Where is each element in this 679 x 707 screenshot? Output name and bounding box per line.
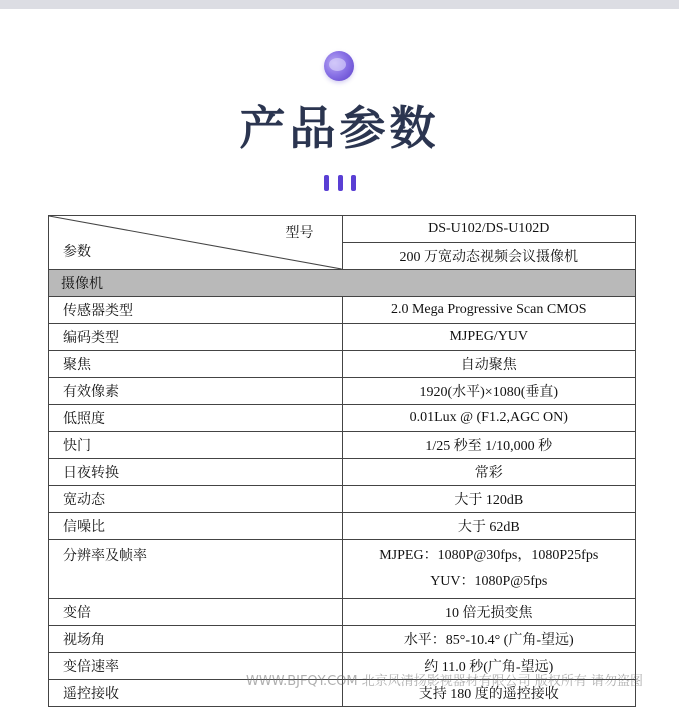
resolution-value [342,540,636,599]
row-value: 约 11.0 秒(广角-望远) [342,653,636,680]
top-bar [0,0,679,9]
decorative-orb-icon [324,51,354,81]
row-label: 遥控接收 [49,680,343,707]
row-label: 宽动态 [49,486,343,513]
row-value: 水平：85°-10.4° (广角-望远) [342,626,636,653]
desc-value: 200 万宽动态视频会议摄像机 [342,243,636,270]
row-label: 有效像素 [49,378,343,405]
table-row [49,626,636,653]
table-row [49,297,636,324]
row-value: MJPEG/YUV [342,324,636,351]
row-label: 日夜转换 [49,459,343,486]
table-row [49,486,636,513]
row-value: 1920(水平)×1080(垂直) [342,378,636,405]
section-title: 摄像机 [49,270,636,297]
spec-table [48,215,636,707]
resolution-line: YUV：1080P@5fps [430,574,548,589]
section-row [49,270,636,297]
row-value: 自动聚焦 [342,351,636,378]
row-value: 10 倍无损变焦 [342,599,636,626]
table-row [49,432,636,459]
row-label: 聚焦 [49,351,343,378]
row-value: 2.0 Mega Progressive Scan CMOS [342,297,636,324]
divider-bars-icon [324,175,356,191]
page-title: 产品参数 [239,101,440,155]
row-label: 信噪比 [49,513,343,540]
row-label: 分辨率及帧率 [49,540,343,599]
row-value: 大于 62dB [342,513,636,540]
row-value: 支持 180 度的遥控接收 [342,680,636,707]
table-row [49,599,636,626]
header-diagonal-cell [49,216,343,270]
model-label: 型号 [285,225,314,241]
row-label: 低照度 [49,405,343,432]
row-label: 变倍 [49,599,343,626]
watermark: WWW.BJFQY.COM 北京风清扬影视器材有限公司 版权所有 请勿盗图 [246,674,644,689]
row-label: 传感器类型 [49,297,343,324]
table-row [49,324,636,351]
row-value: 常彩 [342,459,636,486]
row-value: 1/25 秒至 1/10,000 秒 [342,432,636,459]
model-value: DS-U102/DS-U102D [342,216,636,243]
row-label: 编码类型 [49,324,343,351]
table-row [49,216,636,243]
table-row [49,405,636,432]
table-row [49,540,636,599]
table-row [49,513,636,540]
table-row [49,378,636,405]
table-row [49,459,636,486]
resolution-line: MJPEG：1080P@30fps，1080P25fps [379,548,599,563]
row-label: 变倍速率 [49,653,343,680]
row-label: 快门 [49,432,343,459]
row-value: 大于 120dB [342,486,636,513]
param-label: 参数 [63,244,91,260]
table-row [49,351,636,378]
row-label: 视场角 [49,626,343,653]
row-value: 0.01Lux @ (F1.2,AGC ON) [342,405,636,432]
